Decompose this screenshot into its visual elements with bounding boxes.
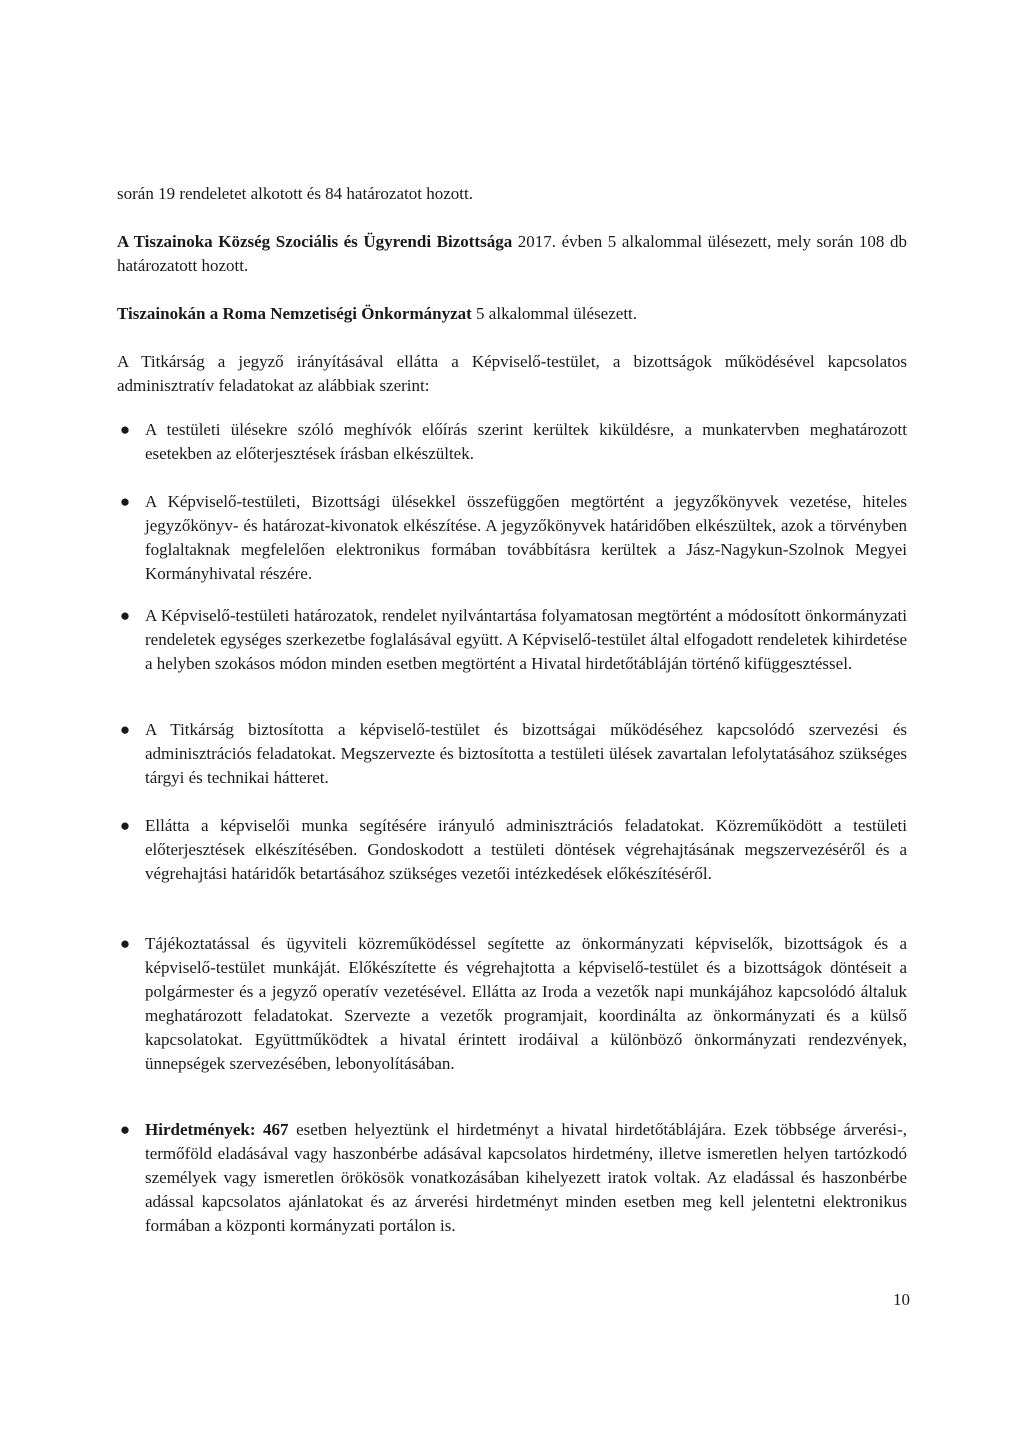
bullet-icon: ● (119, 492, 131, 511)
list-item-text: Ellátta a képviselői munka segítésére irányuló adminisztrációs feladatokat. Közreműködött a testületi előterjesztések elkészítésében. Gondoskodott a testületi döntések végrehajtásának megszervezéséről és a végrehajtási határidők betartásához szükséges vezetői intézkedések előkészítéséről. (145, 816, 907, 883)
paragraph-secretariat-intro: A Titkárság a jegyző irányításával ellátta a Képviselő-testület, a bizottságok működésével kapcsolatos adminisztratív feladatokat az alábbiak szerint: (117, 352, 907, 395)
list-item-text: A Képviselő-testületi, Bizottsági ülésekkel összefüggően megtörtént a jegyzőkönyvek vezetése, hiteles jegyzőkönyv- és határozat-kivonatok elkészítése. A jegyzőkönyvek határidőben elkészültek, azok a törvényben foglaltaknak megfelelően elektronikus formában továbbításra kerültek a Jász-Nagykun-Szolnok Megyei Kormányhivatal részére. (145, 492, 907, 583)
page-number: 10 (893, 1290, 910, 1309)
bullet-icon: ● (119, 934, 131, 953)
list-item (119, 814, 907, 886)
bullet-icon: ● (119, 606, 131, 625)
paragraph-roma-self-government (117, 302, 907, 326)
list-item-text: A Képviselő-testületi határozatok, rendelet nyilvántartása folyamatosan megtörtént a módosított önkormányzati rendeletek egységes szerkezetbe foglalásával együtt. A Képviselő-testület által elfogadott rendeletek kihirdetése a helyben szokásos módon minden esetben megtörtént a Hivatal hirdetőtábláján történő kifüggesztéssel. (145, 606, 907, 673)
paragraph-social-committee (117, 230, 907, 278)
list-item-text: A testületi ülésekre szóló meghívók előírás szerint kerültek kiküldésre, a munkatervben meghatározott esetekben az előterjesztések írásban elkészültek. (145, 420, 907, 463)
list-item (119, 604, 907, 676)
list-item (119, 490, 907, 586)
list-item-text: A Titkárság biztosította a képviselő-testület és bizottságai működéséhez kapcsolódó szervezési és adminisztrációs feladatokat. Megszervezte és biztosította a testületi ülések zavartalan lefolytatásához szükséges tárgyi és technikai hátteret. (145, 720, 907, 787)
bullet-icon: ● (119, 720, 131, 739)
list-item (119, 932, 907, 1076)
roma-sessions-text: 5 alkalommal ülésezett. (471, 304, 638, 323)
paragraph-decrees-summary: során 19 rendeletet alkotott és 84 határozatot hozott. (117, 184, 473, 203)
bullet-icon: ● (119, 1120, 131, 1139)
list-item-text: esetben helyeztünk el hirdetményt a hivatal hirdetőtáblájára. Ezek többsége árverési-, termőföld eladásával vagy haszonbérbe adásával kapcsolatos hirdetmény, illetve ismeretlen helyen tartózkodó személyek vagy ismeretlen örökösök vonatkozásában kihelyezett iratok voltak. Az eladással és haszonbérbe adással kapcsolatos ajánlatokat és az árverési hirdetményt minden esetben meg kell jelentetni elektronikus formában a központi kormányzati portálon is. (145, 1120, 908, 1235)
bullet-icon: ● (119, 420, 131, 439)
bullet-icon: ● (119, 816, 131, 835)
announcements-count: 467 (255, 1120, 289, 1139)
list-item (119, 418, 907, 466)
list-item (119, 718, 907, 790)
list-item (119, 1118, 908, 1238)
committee-name: A Tiszainoka Község Szociális és Ügyrendi Bizottsága (117, 232, 513, 251)
committee-sessions-text: 2017. évben 5 alkalommal ülésezett, mely során 108 db határozatott hozott. (117, 232, 908, 275)
announcements-label: Hirdetmények: (145, 1120, 256, 1139)
list-item-text: Tájékoztatással és ügyviteli közreműködéssel segítette az önkormányzati képviselők, bizottságok és a képviselő-testület munkáját. Előkészítette és végrehajtotta a képviselő-testület és a bizottságok döntéseit a polgármester és a jegyző operatív vezetésével. Ellátta az Iroda a vezetők napi munkájához kapcsolódó általuk meghatározott feladatokat. Szervezte a vezetők programjait, koordinálta az önkormányzati és a külső kapcsolatokat. Együttműködtek a hivatal érintett irodáival a különböző önkormányzati rendezvények, ünnepségek szervezésében, lebonyolításában. (145, 934, 907, 1073)
roma-self-government-name: Tiszainokán a Roma Nemzetiségi Önkormányzat (117, 304, 472, 323)
